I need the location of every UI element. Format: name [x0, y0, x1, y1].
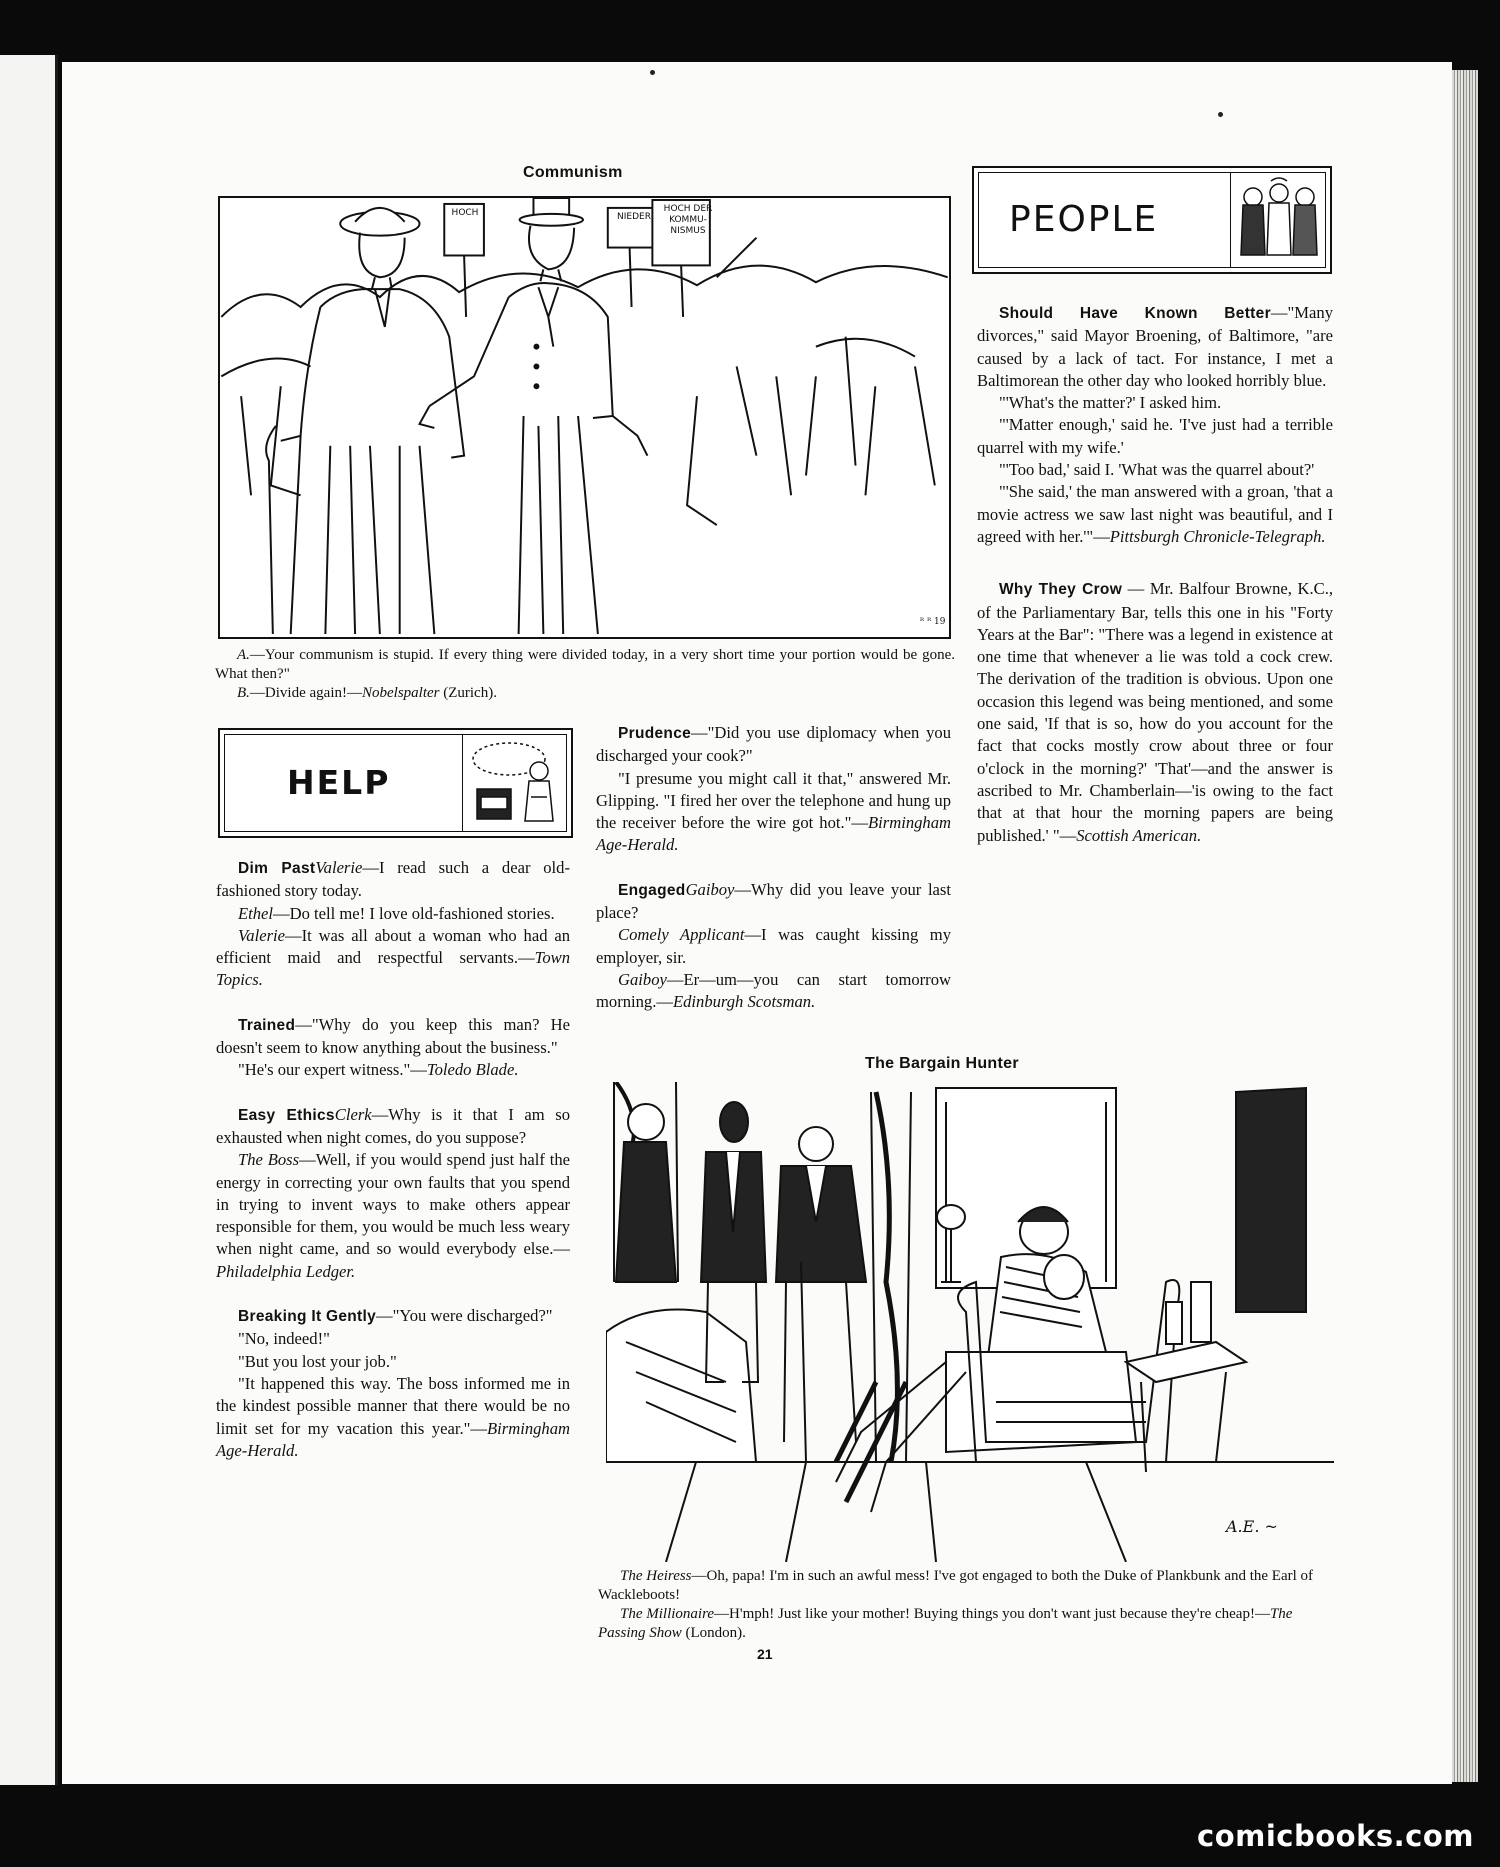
page-number: 21 — [757, 1646, 773, 1662]
left-column — [216, 857, 570, 1462]
caption-text: —Divide again!— — [249, 685, 362, 701]
article-text: "'She said,' the man answered with a groan, 'that a movie actress we saw last night was beautiful, and I agreed with her.'"— — [977, 482, 1333, 546]
article-source: Birmingham Age-Herald. — [216, 1418, 570, 1460]
caption-text: (Zurich). — [439, 685, 497, 701]
article-why-they-crow — [977, 578, 1333, 847]
watermark: comicbooks.com — [1197, 1819, 1474, 1853]
article-text: —"You were discharged?" — [376, 1306, 553, 1326]
article-trained — [216, 1014, 570, 1082]
article-source: Philadelphia Ledger. — [216, 1261, 356, 1281]
article-heading: Trained — [238, 1016, 296, 1034]
communism-drawing — [220, 198, 949, 637]
article-heading: Should Have Known Better — [999, 305, 1271, 322]
help-department-header — [218, 728, 573, 838]
article-text: "'What's the matter?' I asked him. — [999, 393, 1222, 413]
caption-source: Nobelspalter — [361, 685, 440, 701]
speaker: Gaiboy — [685, 879, 735, 899]
article-text: —"Why do you keep this man? He doesn't seem to know anything about the business." — [216, 1014, 570, 1058]
speaker: Valerie — [315, 858, 363, 877]
article-text: —I was caught kissing my employer, sir. — [596, 925, 951, 967]
article-dim-past — [216, 857, 570, 992]
bargain-hunter-illustration — [606, 1082, 1334, 1562]
caption-speaker: The Millionaire — [620, 1606, 715, 1622]
article-source: Town Topics. — [216, 948, 570, 990]
communism-sign: HOCH DER KOMMU-NISMUS — [663, 204, 713, 236]
bargain-hunter-caption — [598, 1567, 1328, 1643]
caption-speaker: B. — [237, 685, 250, 701]
svg-text:A.E. ~: A.E. ~ — [1226, 1517, 1278, 1536]
article-text: —It was all about a woman who had an efficient maid and respectful servants.— — [216, 925, 570, 968]
svg-text:ᴿ ᴿ 19: ᴿ ᴿ 19 — [919, 617, 946, 628]
page-stack-edge — [1452, 70, 1478, 1782]
article-breaking-it-gently — [216, 1305, 570, 1462]
article-heading: Engaged — [618, 881, 686, 899]
article-text: —Er—um—you can start tomorrow morning.— — [596, 969, 951, 1012]
article-source: Toledo Blade. — [426, 1060, 519, 1080]
article-heading: Dim Past — [238, 860, 316, 877]
communism-sign: NIEDER — [617, 212, 651, 222]
speaker: The Boss — [238, 1150, 300, 1170]
bargain-hunter-drawing — [606, 1082, 1334, 1562]
speaker: Comely Applicant — [618, 925, 745, 945]
caption-text: —H'mph! Just like your mother! Buying things you don't want just because they're cheap!— — [714, 1606, 1270, 1622]
communism-sign: HOCH — [451, 208, 479, 218]
caption-speaker: The Heiress — [620, 1568, 692, 1584]
article-text: —Why is it that I am so exhausted when night comes, do you suppose? — [216, 1104, 570, 1147]
middle-column — [596, 722, 951, 1014]
article-should-have-known-better — [977, 302, 1333, 548]
print-speck — [1218, 112, 1223, 117]
article-prudence — [596, 722, 951, 857]
help-vignette-icon — [469, 737, 569, 829]
article-text: "It happened this way. The boss informed me in the kindest possible manner that there would be no limit set for my vacation this year."— — [216, 1373, 570, 1438]
people-label: PEOPLE — [1009, 199, 1159, 240]
article-source: Pittsburgh Chronicle-Telegraph. — [1109, 526, 1326, 546]
caption-text: —Your communism is stupid. If every thing were divided today, in a very short time your portion would be gone. What then?" — [215, 647, 955, 682]
people-vignette-icon — [1235, 175, 1323, 263]
speaker: Clerk — [334, 1104, 372, 1124]
article-heading: Why They Crow — [999, 581, 1123, 599]
speaker: Valerie — [238, 925, 286, 945]
article-text: "But you lost your job." — [238, 1351, 397, 1371]
people-department-header — [972, 166, 1332, 274]
article-engaged — [596, 879, 951, 1014]
bargain-hunter-title: The Bargain Hunter — [865, 1055, 1019, 1072]
article-heading: Breaking It Gently — [238, 1308, 377, 1326]
article-text: "'Too bad,' said I. 'What was the quarrel about?' — [999, 460, 1315, 480]
communism-title: Communism — [523, 164, 623, 181]
communism-illustration — [218, 196, 951, 639]
speaker: Gaiboy — [618, 969, 667, 989]
article-text: —"Did you use diplomacy when you discharged your cook?" — [596, 723, 951, 766]
right-column — [977, 302, 1333, 847]
article-source: Edinburgh Scotsman. — [672, 992, 816, 1012]
article-source: Birmingham Age-Herald. — [596, 813, 951, 855]
article-text: — Mr. Balfour Browne, K.C., of the Parliamentary Bar, tells this one in his "Forty Years at the Bar": "There was a legend in existence at one time that whenever a lie was told a cock crew. The derivation of the tradition is obvious. Upon one occasion this legend was being mentioned, and some one said, 'If that is so, how do you account for the fact that cocks mostly crow about three or four o'clock in the morning?' 'That'—and the answer is ascribed to Mr. Chamberlain—'is owing to the fact that at that hour the morning papers are being published.' "— — [977, 579, 1333, 845]
caption-speaker: A. — [237, 647, 250, 663]
article-heading: Easy Ethics — [238, 1106, 335, 1124]
article-text: —I read such a dear old-fashioned story today. — [216, 858, 570, 901]
article-text: —Why did you leave your last place? — [596, 879, 951, 923]
article-text: —"Many divorces," said Mayor Broening, of Baltimore, "are caused by a lack of tact. For instance, I met a Baltimorean the other day who looked horribly blue. — [977, 303, 1333, 390]
caption-text: —Oh, papa! I'm in such an awful mess! I've got engaged to both the Duke of Plankbunk and the Earl of Wackleboots! — [598, 1568, 1314, 1603]
article-heading: Prudence — [618, 725, 692, 742]
article-text: —Well, if you would spend just half the energy in correcting your own faults that you spend in trying to invent ways to make others appear responsible for them, you would be much less weary when night came, and so would everybody else.— — [216, 1150, 570, 1259]
article-source: Scottish American. — [1076, 825, 1202, 845]
article-text: "I presume you might call it that," answered Mr. Glipping. "I fired her over the telephone and hung up the receiver before the wire got hot."— — [596, 768, 951, 833]
facing-page-edge — [0, 55, 58, 1785]
help-label: HELP — [287, 763, 391, 802]
article-text: "He's our expert witness."— — [238, 1060, 427, 1080]
article-text: "'Matter enough,' said he. 'I've just had a terrible quarrel with my wife.' — [977, 415, 1333, 457]
article-text: "No, indeed!" — [238, 1329, 330, 1349]
caption-source: The Passing Show — [598, 1606, 1293, 1641]
caption-text: (London). — [681, 1625, 746, 1641]
speaker: Ethel — [238, 903, 274, 923]
article-easy-ethics — [216, 1104, 570, 1283]
print-speck — [650, 70, 655, 75]
communism-caption — [215, 646, 955, 703]
article-text: —Do tell me! I love old-fashioned stories. — [273, 903, 555, 923]
